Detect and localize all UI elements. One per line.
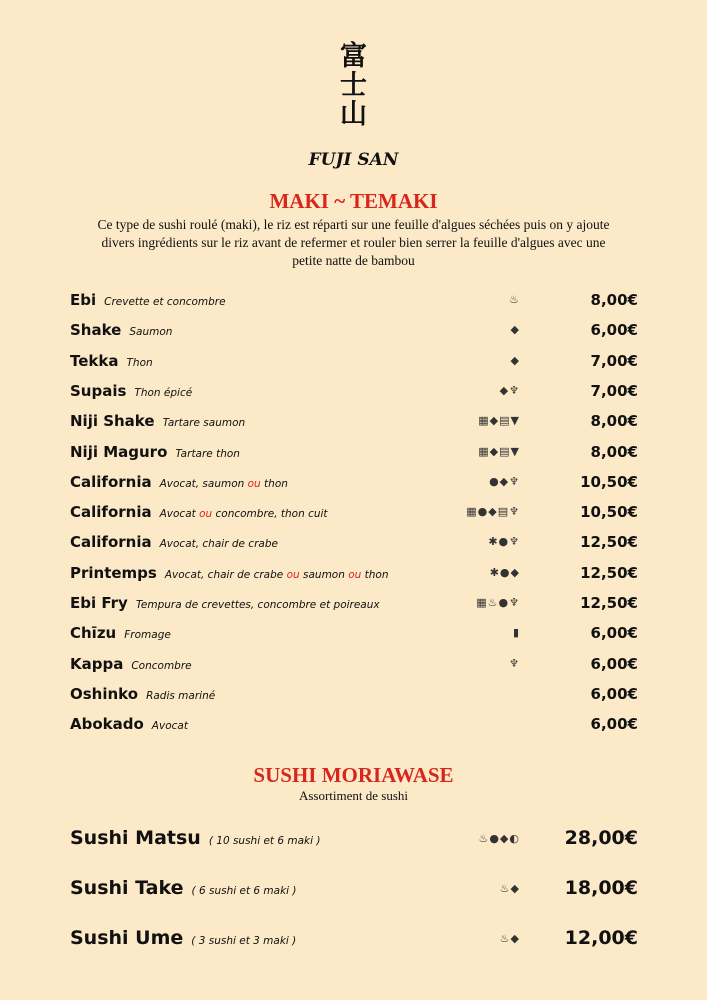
- item-description: Concombre: [131, 659, 192, 672]
- item-name: [70, 875, 297, 904]
- item-name: [70, 441, 240, 465]
- logo-char: 山: [340, 99, 367, 130]
- ingredient-icons: ▦◆▤▼: [478, 414, 520, 428]
- item-price: 8,00€: [590, 442, 638, 461]
- item-description: Tartare saumon: [162, 417, 246, 430]
- item-description: Fromage: [124, 629, 171, 642]
- item-price: 18,00€: [564, 877, 638, 899]
- item-description: ( 6 sushi et 6 maki ): [191, 885, 297, 897]
- item-name-text: Ebi: [70, 291, 97, 309]
- menu-item: [70, 592, 638, 616]
- item-price: 8,00€: [590, 412, 638, 431]
- item-description: Crevette et concombre: [104, 296, 226, 308]
- ingredient-icons: ▮: [512, 626, 520, 640]
- item-name: [70, 410, 245, 434]
- item-price: 10,50€: [580, 503, 638, 522]
- item-name-text: Chīzu: [70, 624, 117, 643]
- item-description: Tartare thon: [175, 447, 240, 460]
- menu-item: [70, 562, 638, 586]
- menu-item: [70, 501, 638, 525]
- item-name: [70, 562, 389, 586]
- menu-item: [70, 289, 638, 313]
- item-description: Radis mariné: [146, 689, 216, 702]
- item-price: 6,00€: [590, 715, 638, 734]
- ingredient-icons: ✱●♆: [488, 535, 520, 549]
- maki-intro-text: Ce type de sushi roulé (maki), le riz est réparti sur une feuille d'algues séchées puis on y ajoute divers ingrédients sur le riz avant de refermer et rouler bien serrer la feuille d'algues avec une petite natte de bambou: [97, 217, 610, 268]
- ingredient-icons: ◆♆: [499, 383, 520, 397]
- item-price: 12,50€: [580, 594, 638, 612]
- ingredient-icons: ♨: [509, 293, 520, 306]
- item-name-text: California: [70, 533, 152, 552]
- item-name-text: Printemps: [70, 563, 157, 582]
- menu-item: [70, 925, 638, 949]
- ingredient-icons: ◆: [510, 323, 520, 337]
- menu-item: [70, 380, 638, 404]
- restaurant-logo: [0, 42, 707, 129]
- item-name: [70, 713, 188, 737]
- ingredient-icons: ♨◆: [499, 882, 520, 895]
- moriawase-section-title: SUSHI MORIAWASE: [253, 763, 454, 787]
- ingredient-icons: ♨◆: [499, 932, 520, 945]
- item-name: [70, 380, 192, 404]
- item-price: 12,50€: [580, 563, 638, 582]
- item-name: [70, 622, 171, 646]
- menu-item: [70, 875, 638, 899]
- menu-item: [70, 350, 638, 374]
- item-price: 8,00€: [590, 291, 638, 309]
- item-name-text: Supais: [70, 381, 127, 400]
- item-price: 12,00€: [564, 927, 638, 949]
- item-price: 6,00€: [590, 684, 638, 703]
- item-price: 7,00€: [590, 381, 638, 400]
- item-description: Thon: [126, 356, 153, 369]
- item-price: 28,00€: [564, 827, 638, 849]
- item-name: [70, 501, 328, 525]
- brand-name: FUJI SAN: [308, 150, 399, 170]
- item-description: Avocat: [151, 720, 188, 733]
- item-name-text: Sushi Ume: [70, 927, 184, 949]
- item-name: [70, 319, 172, 343]
- maki-section-title: MAKI ~ TEMAKI: [269, 189, 438, 213]
- item-name-text: Sushi Matsu: [70, 827, 201, 849]
- item-name-text: Tekka: [70, 351, 119, 370]
- item-name-text: Abokado: [70, 715, 144, 734]
- item-description: Avocat ou concombre, thon cuit: [159, 508, 328, 521]
- ingredient-icons: ▦●◆▤♆: [466, 505, 520, 519]
- item-description: Avocat, saumon ou thon: [159, 477, 288, 490]
- ingredient-icons: ✱●◆: [489, 565, 520, 579]
- menu-item: [70, 653, 638, 677]
- item-name-text: Niji Maguro: [70, 442, 168, 461]
- logo-char: 富: [340, 41, 367, 72]
- moriawase-subtitle: Assortiment de sushi: [298, 788, 409, 803]
- menu-item: [70, 319, 638, 343]
- menu-item: [70, 713, 638, 737]
- menu-item: [70, 683, 638, 707]
- item-name: [70, 592, 380, 616]
- item-name-text: California: [70, 503, 152, 522]
- logo-char: 士: [340, 70, 367, 101]
- item-description: Thon épicé: [134, 386, 193, 399]
- item-name: [70, 683, 215, 707]
- item-name-text: Niji Shake: [70, 412, 155, 431]
- item-name: [70, 350, 153, 374]
- menu-item: [70, 825, 638, 849]
- item-name-text: Kappa: [70, 654, 124, 673]
- ingredient-icons: ◆: [510, 353, 520, 367]
- ingredient-icons: ●◆♆: [489, 474, 520, 488]
- item-name-text: Ebi Fry: [70, 594, 128, 612]
- item-description: Tempura de crevettes, concombre et poireaux: [135, 599, 380, 611]
- item-name-text: Sushi Take: [70, 877, 184, 899]
- item-name-text: Oshinko: [70, 684, 139, 703]
- item-description: Saumon: [129, 326, 173, 339]
- item-name: [70, 925, 296, 954]
- item-name: [70, 531, 278, 555]
- item-name-text: Shake: [70, 321, 122, 340]
- item-name: [70, 471, 288, 495]
- menu-item: [70, 471, 638, 495]
- item-name: [70, 289, 226, 313]
- item-description: ( 3 sushi et 3 maki ): [191, 935, 297, 947]
- menu-item: [70, 622, 638, 646]
- item-price: 7,00€: [590, 351, 638, 370]
- item-price: 6,00€: [590, 321, 638, 340]
- item-price: 6,00€: [590, 654, 638, 673]
- ingredient-icons: ▦◆▤▼: [478, 444, 520, 458]
- ingredient-icons: ♨●◆◐: [478, 832, 520, 845]
- item-name: [70, 825, 321, 854]
- item-price: 6,00€: [590, 624, 638, 643]
- item-description: ( 10 sushi et 6 maki ): [208, 835, 321, 847]
- menu-item: [70, 441, 638, 465]
- ingredient-icons: ♆: [509, 656, 520, 670]
- item-name: [70, 653, 192, 677]
- item-price: 10,50€: [580, 472, 638, 491]
- ingredient-icons: ▦♨●♆: [476, 596, 520, 609]
- menu-item: [70, 531, 638, 555]
- item-description: Avocat, chair de crabe: [159, 538, 278, 551]
- item-name-text: California: [70, 472, 152, 491]
- menu-item: [70, 410, 638, 434]
- item-price: 12,50€: [580, 533, 638, 552]
- item-description: Avocat, chair de crabe ou saumon ou thon: [164, 568, 389, 581]
